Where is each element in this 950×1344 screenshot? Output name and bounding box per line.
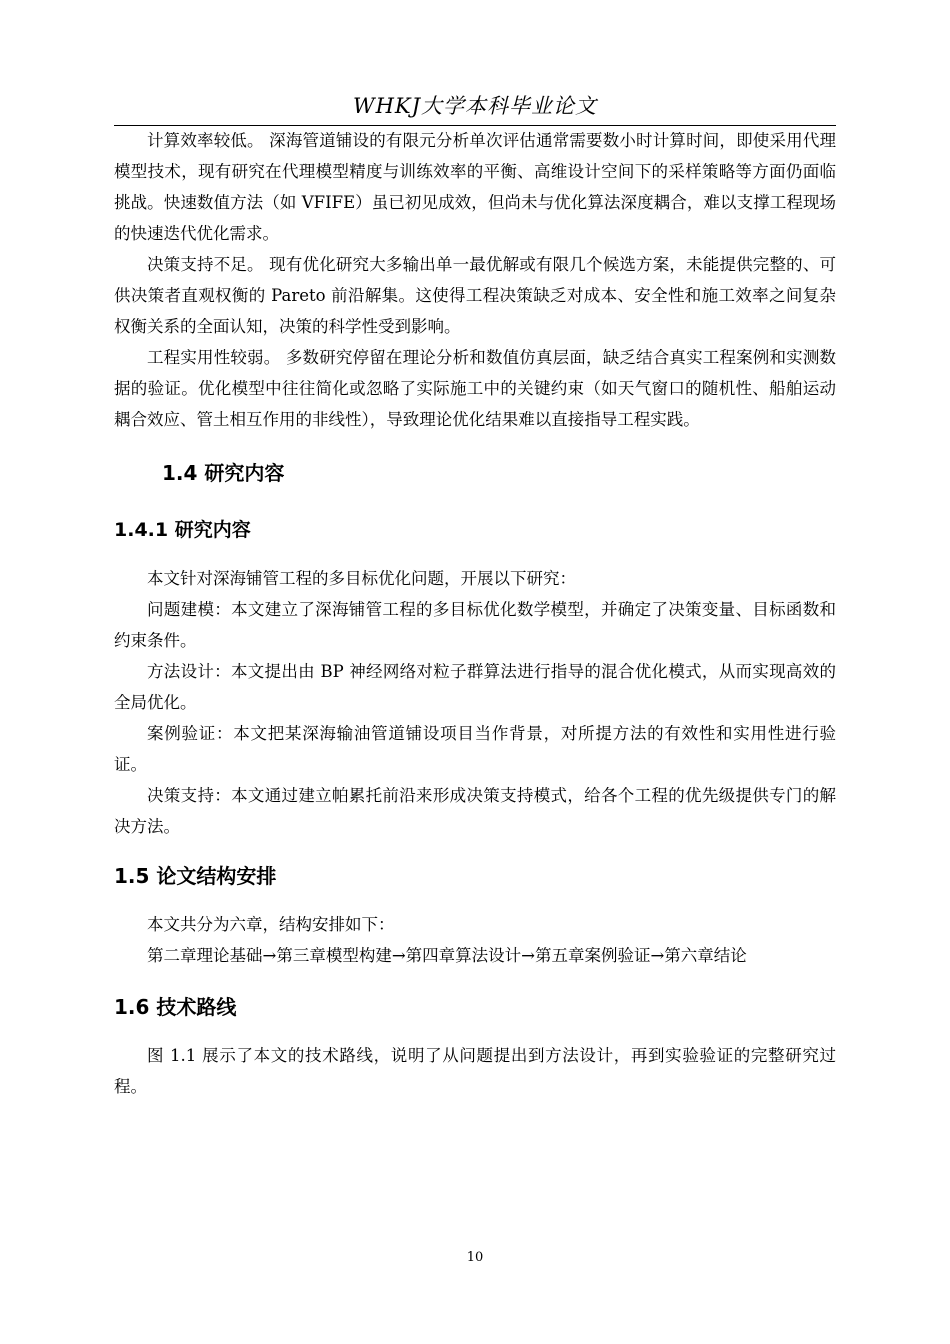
paragraph-decision-support: 决策支持不足。 现有优化研究大多输出单一最优解或有限几个候选方案，未能提供完整的、可供决策者直观权衡的 Pareto 前沿解集。这使得工程决策缺乏对成本、安全性和施工效率之间复杂权衡关系的全面认知，决策的科学性受到影响。 xyxy=(114,255,836,336)
paragraph-problem-modeling: 问题建模：本文建立了深海铺管工程的多目标优化数学模型，并确定了决策变量、目标函数和约束条件。 xyxy=(114,600,836,650)
paragraph-technical-route: 图 1.1 展示了本文的技术路线，说明了从问题提出到方法设计，再到实验验证的完整研究过程。 xyxy=(114,1046,836,1096)
section-heading-1-5: 1.5 论文结构安排 xyxy=(114,864,277,888)
paragraph-decision-support-plan: 决策支持：本文通过建立帕累托前沿来形成决策支持模式，给各个工程的优先级提供专门的解决方法。 xyxy=(114,786,836,836)
subsection-heading-1-4-1: 1.4.1 研究内容 xyxy=(114,519,251,541)
paragraph-chapter-flow: 第二章理论基础→第三章模型构建→第四章算法设计→第五章案例验证→第六章结论 xyxy=(147,946,747,965)
paragraph-engineering-practicality: 工程实用性较弱。 多数研究停留在理论分析和数值仿真层面，缺乏结合真实工程案例和实测数据的验证。优化模型中往往简化或忽略了实际施工中的关键约束（如天气窗口的随机性、船舶运动耦合效应、管土相互作用的非线性），导致理论优化结果难以直接指导工程实践。 xyxy=(114,348,836,429)
section-heading-1-6: 1.6 技术路线 xyxy=(114,995,237,1019)
paragraph-method-design: 方法设计：本文提出由 BP 神经网络对粒子群算法进行指导的混合优化模式，从而实现高效的全局优化。 xyxy=(114,662,836,712)
page-header: WHKJ大学本科毕业论文 xyxy=(352,94,597,118)
paragraph-structure-intro: 本文共分为六章，结构安排如下： xyxy=(147,915,395,934)
page-body xyxy=(114,126,836,1102)
paragraph-case-validation: 案例验证：本文把某深海输油管道铺设项目当作背景，对所提方法的有效性和实用性进行验证。 xyxy=(114,724,836,774)
section-heading-1-4: 1.4 研究内容 xyxy=(162,461,285,485)
paragraph-efficiency: 计算效率较低。 深海管道铺设的有限元分析单次评估通常需要数小时计算时间，即使采用代理模型技术，现有研究在代理模型精度与训练效率的平衡、高维设计空间下的采样策略等方面仍面临挑战。快速数值方法（如 VFIFE）虽已初见成效，但尚未与优化算法深度耦合，难以支撑工程现场的快速迭代优化需求。 xyxy=(114,131,836,243)
page-number: 10 xyxy=(466,1250,484,1265)
paragraph-research-intro: 本文针对深海铺管工程的多目标优化问题，开展以下研究： xyxy=(147,569,576,588)
